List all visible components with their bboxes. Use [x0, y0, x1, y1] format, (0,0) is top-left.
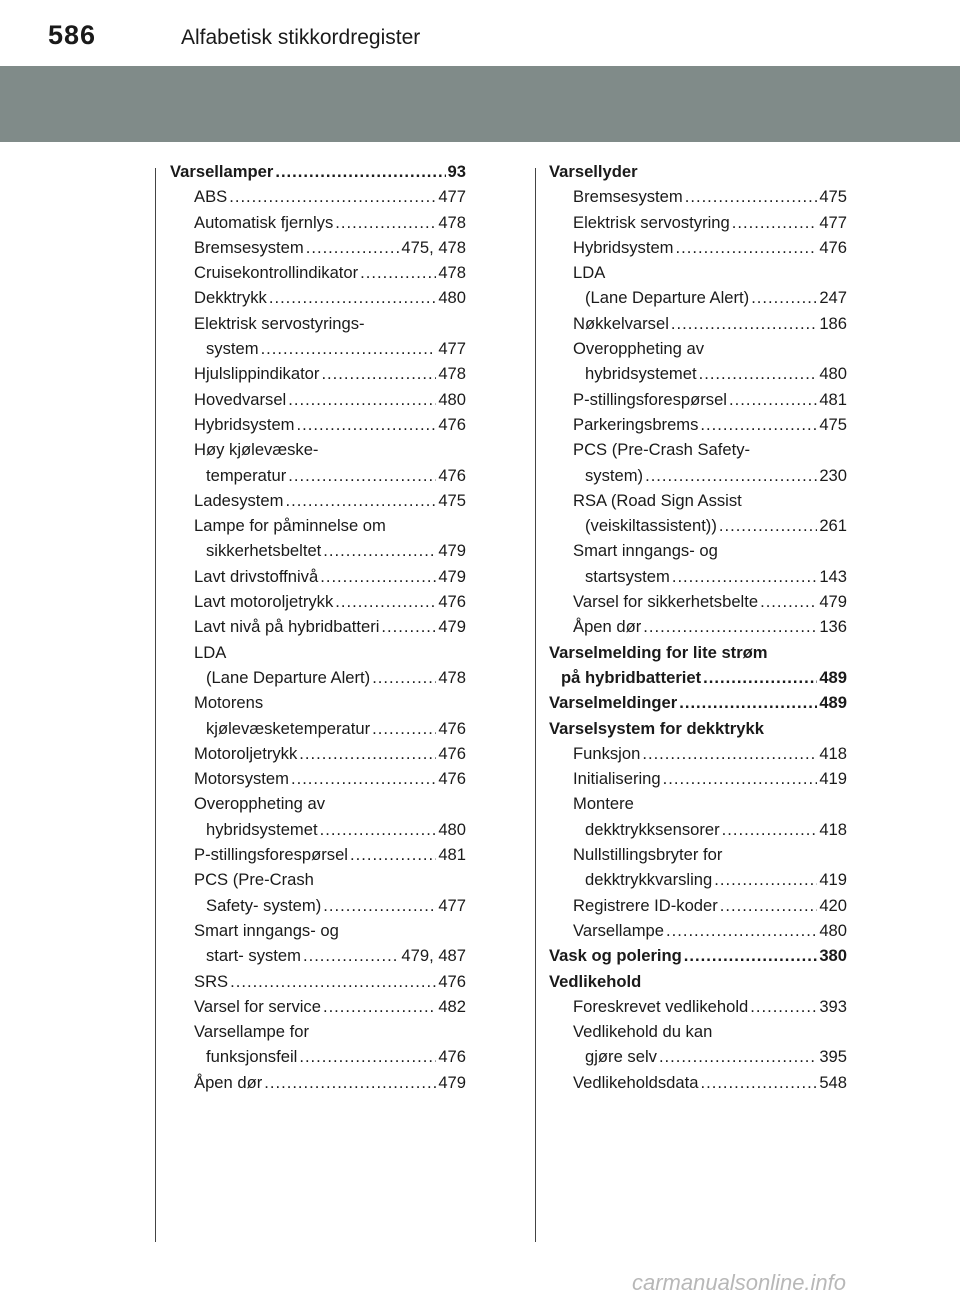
index-entry — [549, 463, 847, 488]
index-entry-term: gjøre selv — [585, 1047, 657, 1067]
index-entry-page: 393 — [819, 996, 847, 1016]
index-entry — [549, 766, 847, 791]
index-entry-term: Montere — [573, 794, 634, 814]
index-entry-page: 418 — [819, 819, 847, 839]
dot-leader — [323, 994, 436, 1019]
index-entry-page: 479 — [438, 566, 466, 586]
index-entry — [549, 817, 847, 842]
index-entry-term: Lavt drivstoffnivå — [194, 566, 319, 586]
index-entry-term: Lavt nivå på hybridbatteri — [194, 617, 380, 637]
index-entry-term: Foreskrevet vedlikehold — [573, 996, 749, 1016]
dot-leader — [760, 589, 817, 614]
index-entry — [170, 969, 466, 994]
index-entry-term: Lavt motoroljetrykk — [194, 592, 334, 612]
dot-leader — [714, 867, 817, 892]
dot-leader — [750, 994, 817, 1019]
index-entry-page: 475 — [819, 187, 847, 207]
dot-leader — [676, 235, 818, 260]
index-entry-page: 479 — [438, 617, 466, 637]
index-entry — [170, 741, 466, 766]
index-entry-term: PCS (Pre-Crash — [194, 870, 314, 890]
dot-leader — [722, 817, 818, 842]
index-entry — [549, 184, 847, 209]
index-entry — [170, 488, 466, 513]
index-entry-term: system — [206, 339, 259, 359]
index-entry — [549, 969, 847, 994]
index-entry-term: Initialisering — [573, 769, 661, 789]
index-entry — [549, 589, 847, 614]
index-entry — [549, 538, 847, 563]
dot-leader — [719, 513, 817, 538]
index-entry — [170, 842, 466, 867]
index-entry — [170, 564, 466, 589]
index-entry-page: 479, 487 — [401, 946, 466, 966]
index-entry-term: hybridsystemet — [585, 364, 697, 384]
index-entry-term: Varselsystem for dekktrykk — [549, 718, 764, 738]
index-entry-term: Varsellampe for — [194, 1022, 309, 1042]
index-entry-term: ABS — [194, 187, 228, 207]
index-entry-page: 418 — [819, 743, 847, 763]
dot-leader — [299, 741, 436, 766]
dot-leader — [372, 665, 436, 690]
index-entry — [170, 716, 466, 741]
index-entry-term: Varselmeldinger — [549, 693, 678, 713]
dot-leader — [684, 943, 818, 968]
index-entry-page: 548 — [819, 1072, 847, 1092]
index-entry-page: 481 — [819, 389, 847, 409]
dot-leader — [700, 412, 817, 437]
index-entry-page: 419 — [819, 769, 847, 789]
column-divider-left — [155, 168, 156, 1242]
index-entry-page: 477 — [819, 212, 847, 232]
index-entry-term: Parkeringsbrems — [573, 414, 699, 434]
dot-leader — [732, 210, 818, 235]
index-entry-term: dekktrykksensorer — [585, 819, 720, 839]
index-entry — [170, 1019, 466, 1044]
index-entry — [549, 311, 847, 336]
index-entry — [170, 766, 466, 791]
index-entry-term: Ladesystem — [194, 490, 284, 510]
dot-leader — [261, 336, 437, 361]
dot-leader — [679, 690, 817, 715]
index-entry — [170, 943, 466, 968]
index-entry — [549, 159, 847, 184]
index-entry-term: (Lane Departure Alert) — [206, 667, 371, 687]
dot-leader — [663, 766, 818, 791]
index-entry-page: 419 — [819, 870, 847, 890]
index-entry — [549, 361, 847, 386]
dot-leader — [306, 235, 400, 260]
index-entry-page: 479 — [438, 541, 466, 561]
dot-leader — [323, 538, 436, 563]
index-entry-term: Dekktrykk — [194, 288, 267, 308]
dot-leader — [645, 463, 817, 488]
dot-leader — [297, 412, 437, 437]
index-entry — [549, 893, 847, 918]
index-entry — [170, 387, 466, 412]
dot-leader — [751, 285, 817, 310]
dot-leader — [299, 1044, 436, 1069]
index-entry-term: på hybridbatteriet — [561, 667, 702, 687]
index-entry — [549, 791, 847, 816]
dot-leader — [672, 564, 817, 589]
dot-leader — [350, 842, 436, 867]
index-entry-page: 478 — [438, 364, 466, 384]
index-entry — [170, 412, 466, 437]
dot-leader — [703, 665, 817, 690]
dot-leader — [320, 564, 436, 589]
index-entry-page: 261 — [819, 516, 847, 536]
watermark: carmanualsonline.info — [632, 1270, 847, 1295]
index-entry — [170, 311, 466, 336]
index-entry-page: 489 — [819, 693, 847, 713]
index-entry-page: 481 — [438, 845, 466, 865]
index-entry-term: Varsel for service — [194, 996, 321, 1016]
index-entry — [170, 184, 466, 209]
index-entry-term: sikkerhetsbeltet — [206, 541, 322, 561]
index-entry-term: Smart inngangs- og — [573, 541, 718, 561]
index-entry-term: Cruisekontrollindikator — [194, 263, 359, 283]
dot-leader — [666, 918, 817, 943]
index-entry-term: Vask og polering — [549, 946, 682, 966]
index-entry — [549, 640, 847, 665]
index-column-right — [549, 159, 847, 1095]
index-entry-term: Vedlikehold du kan — [573, 1022, 713, 1042]
index-entry-page: 480 — [438, 819, 466, 839]
index-entry-page: 477 — [438, 187, 466, 207]
dot-leader — [659, 1044, 817, 1069]
dot-leader — [288, 387, 436, 412]
index-entry — [549, 716, 847, 741]
index-entry — [170, 589, 466, 614]
index-entry-term: SRS — [194, 971, 229, 991]
index-entry-term: Varselmelding for lite strøm — [549, 642, 768, 662]
index-entry-term: system) — [585, 465, 644, 485]
dot-leader — [303, 943, 399, 968]
page-header — [0, 0, 960, 66]
index-entry — [549, 210, 847, 235]
index-entry — [549, 1070, 847, 1095]
index-entry-page: 476 — [438, 743, 466, 763]
index-entry — [170, 893, 466, 918]
index-entry-page: 186 — [819, 313, 847, 333]
dot-leader — [291, 766, 436, 791]
index-entry-term: Høy kjølevæske- — [194, 440, 319, 460]
index-entry — [549, 943, 847, 968]
index-entry-page: 480 — [819, 364, 847, 384]
index-entry-term: startsystem — [585, 566, 670, 586]
index-entry-page: 143 — [819, 566, 847, 586]
index-entry-page: 380 — [819, 946, 847, 966]
index-entry — [549, 513, 847, 538]
index-entry-term: Funksjon — [573, 743, 641, 763]
dot-leader — [269, 285, 436, 310]
index-entry — [549, 412, 847, 437]
dot-leader — [285, 488, 436, 513]
index-entry-page: 475 — [438, 490, 466, 510]
index-entry-page: 478 — [438, 212, 466, 232]
index-entry-page: 476 — [438, 971, 466, 991]
header-band — [0, 66, 960, 142]
dot-leader — [642, 741, 817, 766]
index-entry — [549, 387, 847, 412]
index-entry — [170, 437, 466, 462]
index-entry — [170, 665, 466, 690]
index-entry-term: RSA (Road Sign Assist — [573, 490, 742, 510]
index-entry — [549, 994, 847, 1019]
index-entry-term: funksjonsfeil — [206, 1047, 298, 1067]
index-entry — [549, 1044, 847, 1069]
index-column-left — [170, 159, 466, 1095]
dot-leader — [700, 1070, 817, 1095]
index-entry — [170, 538, 466, 563]
index-entry-term: Safety- system) — [206, 895, 322, 915]
dot-leader — [288, 463, 436, 488]
dot-leader — [335, 589, 436, 614]
index-entry — [170, 690, 466, 715]
dot-leader — [381, 614, 436, 639]
index-entry — [549, 690, 847, 715]
index-entry — [549, 260, 847, 285]
index-entry-term: LDA — [194, 642, 227, 662]
index-entry — [170, 159, 466, 184]
index-entry-term: Hovedvarsel — [194, 389, 287, 409]
index-entry — [170, 285, 466, 310]
index-entry-page: 247 — [819, 288, 847, 308]
index-entry — [549, 488, 847, 513]
index-entry-term: (Lane Departure Alert) — [585, 288, 750, 308]
index-entry — [549, 918, 847, 943]
index-entry — [170, 817, 466, 842]
index-entry — [170, 463, 466, 488]
index-entry-page: 476 — [438, 769, 466, 789]
index-entry-term: LDA — [573, 263, 606, 283]
index-entry-page: 476 — [438, 1047, 466, 1067]
index-entry-term: P-stillingsforespørsel — [194, 845, 348, 865]
index-entry-page: 479 — [819, 592, 847, 612]
dot-leader — [699, 361, 818, 386]
index-entry-page: 480 — [438, 389, 466, 409]
index-entry-term: P-stillingsforespørsel — [573, 389, 727, 409]
index-entry-term: Motorens — [194, 693, 264, 713]
index-entry-page: 93 — [447, 162, 466, 181]
index-entry — [549, 741, 847, 766]
dot-leader — [321, 361, 436, 386]
index-entry-term: start- system — [206, 946, 301, 966]
dot-leader — [685, 184, 818, 209]
index-entry — [170, 614, 466, 639]
index-entry-term: Åpen dør — [573, 617, 642, 637]
index-entry — [170, 235, 466, 260]
index-entry — [170, 867, 466, 892]
dot-leader — [720, 893, 818, 918]
index-entry-term: Bremsesystem — [194, 237, 304, 257]
index-entry — [549, 235, 847, 260]
index-entry-term: Varsellyder — [549, 162, 638, 181]
index-entry — [549, 285, 847, 310]
index-entry-page: 395 — [819, 1047, 847, 1067]
index-entry — [549, 336, 847, 361]
index-entry — [170, 994, 466, 1019]
page-number: 586 — [48, 20, 97, 50]
index-entry — [549, 665, 847, 690]
index-entry-page: 477 — [438, 339, 466, 359]
dot-leader — [360, 260, 436, 285]
dot-leader — [372, 716, 436, 741]
index-entry-term: temperatur — [206, 465, 287, 485]
index-entry — [170, 513, 466, 538]
index-entry-page: 476 — [819, 237, 847, 257]
index-entry-term: Varsellamper — [170, 162, 274, 181]
index-entry — [549, 842, 847, 867]
index-entry-page: 480 — [438, 288, 466, 308]
index-entry — [170, 1070, 466, 1095]
dot-leader — [335, 210, 436, 235]
index-entry-term: Nullstillingsbryter for — [573, 845, 723, 865]
index-entry — [170, 361, 466, 386]
index-entry-term: Elektrisk servostyring — [573, 212, 730, 232]
index-entry-term: hybridsystemet — [206, 819, 318, 839]
index-entry — [170, 791, 466, 816]
index-entry-page: 476 — [438, 465, 466, 485]
dot-leader — [230, 969, 436, 994]
index-entry-page: 489 — [819, 667, 847, 687]
index-entry-term: PCS (Pre-Crash Safety- — [573, 440, 751, 460]
dot-leader — [229, 184, 436, 209]
index-entry-page: 480 — [819, 920, 847, 940]
index-entry — [549, 867, 847, 892]
index-entry-page: 230 — [819, 465, 847, 485]
index-entry-term: Automatisk fjernlys — [194, 212, 334, 232]
index-entry — [549, 614, 847, 639]
index-entry-term: Varsellampe — [573, 920, 664, 940]
index-entry-term: Hybridsystem — [573, 237, 674, 257]
index-entry-term: Motoroljetrykk — [194, 743, 298, 763]
index-entry-term: Motorsystem — [194, 769, 289, 789]
index-entry-page: 482 — [438, 996, 466, 1016]
index-entry — [170, 640, 466, 665]
dot-leader — [320, 817, 437, 842]
index-entry — [170, 336, 466, 361]
index-entry-term: Vedlikehold — [549, 971, 642, 991]
index-entry-term: Registrere ID-koder — [573, 895, 718, 915]
index-entry-page: 475, 478 — [401, 237, 466, 257]
index-entry-page: 476 — [438, 592, 466, 612]
section-title: Alfabetisk stikkordregister — [181, 26, 421, 49]
index-entry — [170, 260, 466, 285]
index-entry-term: Bremsesystem — [573, 187, 683, 207]
dot-leader — [671, 311, 817, 336]
index-entry-term: Overoppheting av — [573, 339, 704, 359]
dot-leader — [323, 893, 436, 918]
dot-leader — [643, 614, 817, 639]
index-entry-term: Lampe for påminnelse om — [194, 516, 386, 536]
index-entry-term: Hjulslippindikator — [194, 364, 320, 384]
dot-leader — [264, 1070, 436, 1095]
dot-leader — [729, 387, 817, 412]
dot-leader — [275, 159, 445, 184]
index-entry-page: 476 — [438, 718, 466, 738]
index-entry — [170, 918, 466, 943]
index-entry-page: 477 — [438, 895, 466, 915]
index-entry — [170, 1044, 466, 1069]
index-entry-page: 478 — [438, 263, 466, 283]
column-divider-middle — [535, 168, 536, 1242]
index-entry-term: dekktrykkvarsling — [585, 870, 713, 890]
index-entry-page: 476 — [438, 414, 466, 434]
index-entry-page: 475 — [819, 414, 847, 434]
index-entry — [170, 210, 466, 235]
index-entry-term: Varsel for sikkerhetsbelte — [573, 592, 759, 612]
index-entry-page: 479 — [438, 1072, 466, 1092]
index-entry-term: kjølevæsketemperatur — [206, 718, 371, 738]
index-entry-page: 478 — [438, 667, 466, 687]
index-entry-page: 136 — [819, 617, 847, 637]
index-entry-page: 420 — [819, 895, 847, 915]
index-entry-term: Overoppheting av — [194, 794, 325, 814]
index-entry-term: Elektrisk servostyrings- — [194, 313, 365, 333]
index-entry — [549, 564, 847, 589]
index-entry — [549, 1019, 847, 1044]
index-entry-term: Hybridsystem — [194, 414, 295, 434]
index-entry-term: Smart inngangs- og — [194, 920, 339, 940]
index-entry-term: Nøkkelvarsel — [573, 313, 669, 333]
index-entry-term: Vedlikeholdsdata — [573, 1072, 699, 1092]
index-entry-term: Åpen dør — [194, 1072, 263, 1092]
index-entry-term: (veiskiltassistent)) — [585, 516, 717, 536]
index-entry — [549, 437, 847, 462]
